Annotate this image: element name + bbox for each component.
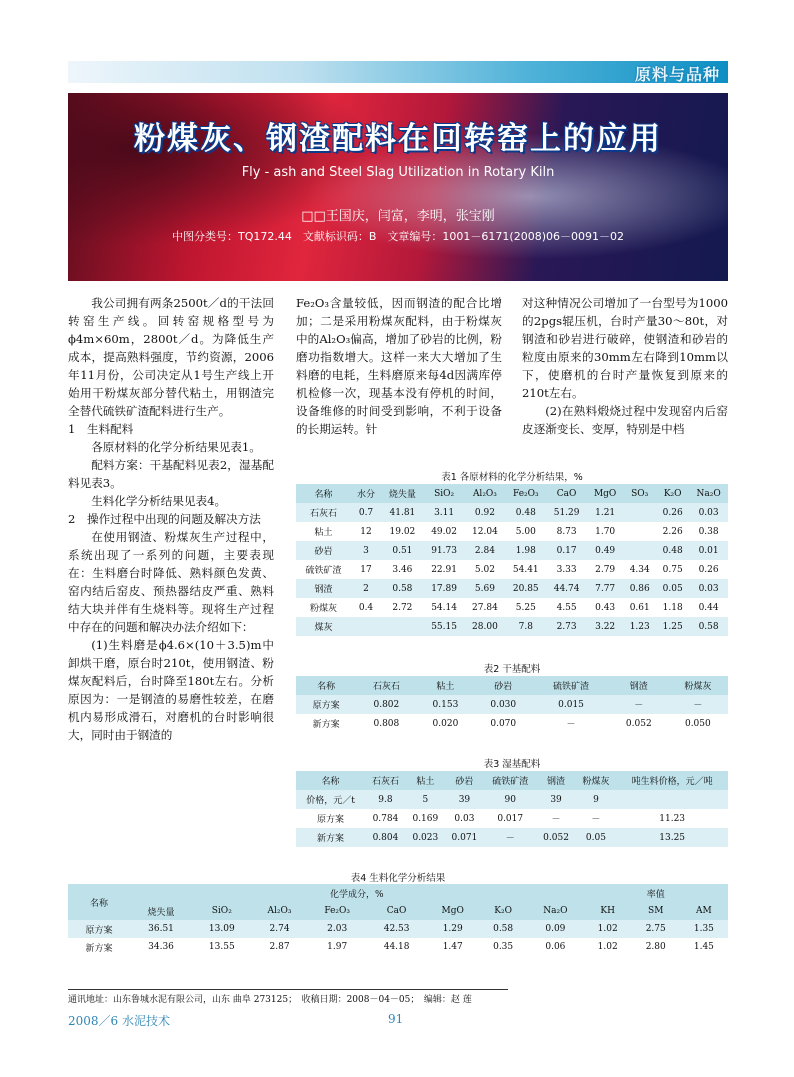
table-cell: 1.25 — [656, 617, 689, 636]
table-cell: 12 — [351, 522, 381, 541]
table-cell: 13.55 — [192, 938, 252, 956]
table-cell: 0.38 — [689, 522, 728, 541]
table-header-cell: AM — [680, 902, 728, 920]
section-heading: 1 生料配料 — [68, 422, 134, 436]
table-header-row — [296, 484, 728, 503]
table-cell: 7.77 — [587, 579, 623, 598]
table-cell: 41.81 — [381, 503, 424, 522]
table-header-cell: 名称 — [296, 771, 365, 790]
row-label-cell: 石灰石 — [296, 503, 351, 522]
table-cell: 0.01 — [689, 541, 728, 560]
table-cell: 3.22 — [587, 617, 623, 636]
table-cell: 36.51 — [130, 920, 192, 938]
paragraph: 对这种情况公司增加了一台型号为1000的2pgs辊压机，台时产量30～80t，对钢渣和砂岩进行破碎，使钢渣和砂岩的粒度由原来的30mm左右降到10mm以下，使磨机的台时产量恢复到原来的210t左右。 — [522, 296, 728, 400]
table-cell: 0.51 — [381, 541, 424, 560]
table-header-row — [296, 676, 728, 695]
table-cell: 3.46 — [381, 560, 424, 579]
table-header-cell: Na₂O — [527, 902, 583, 920]
table-cell: 3.11 — [424, 503, 465, 522]
section-heading: 2 操作过程中出现的问题及解决方法 — [68, 512, 261, 526]
text-column-1 — [68, 294, 274, 744]
table-cell: 0.05 — [656, 579, 689, 598]
table-header-cell: 砂岩 — [445, 771, 484, 790]
table-header-cell: 硫铁矿渣 — [532, 676, 610, 695]
article-title: 粉煤灰、钢渣配料在回转窑上的应用 — [134, 121, 662, 157]
table-cell: 19.02 — [381, 522, 424, 541]
table-cell: 0.58 — [381, 579, 424, 598]
table-header-cell: Al₂O₃ — [252, 902, 308, 920]
table-header-cell: 砂岩 — [474, 676, 532, 695]
table-row — [296, 617, 728, 636]
table-cell: 0.7 — [351, 503, 381, 522]
row-label-cell: 新方案 — [296, 714, 356, 733]
row-label-cell: 新方案 — [68, 938, 130, 956]
table-row — [296, 695, 728, 714]
table-cell: 2.79 — [587, 560, 623, 579]
article-subtitle-en: Fly - ash and Steel Slag Utilization in Rotary Kiln — [241, 165, 555, 180]
table-header-cell: CaO — [546, 484, 587, 503]
table-cell: 0.35 — [479, 938, 527, 956]
table-cell: 55.15 — [424, 617, 465, 636]
table-header-cell: 钢渣 — [610, 676, 668, 695]
table-cell: － — [610, 695, 668, 714]
table-cell: 54.14 — [424, 598, 465, 617]
table-header-cell: 粉煤灰 — [576, 771, 617, 790]
table-cell: 2.75 — [632, 920, 680, 938]
table-cell — [623, 503, 656, 522]
table-cell: 12.04 — [465, 522, 506, 541]
table-cell: － — [532, 714, 610, 733]
table-cell: 4.55 — [546, 598, 587, 617]
row-label-cell: 原方案 — [296, 809, 365, 828]
table-cell: 22.91 — [424, 560, 465, 579]
table-cell: 1.02 — [584, 938, 632, 956]
text-column-2 — [296, 294, 502, 438]
footnote-rule — [68, 989, 508, 990]
table-cell — [381, 617, 424, 636]
table-group-header: 率值 — [584, 884, 728, 902]
table-cell: 0.17 — [546, 541, 587, 560]
table-cell: 2.80 — [632, 938, 680, 956]
table-cell: 39 — [445, 790, 484, 809]
section-tag: 原料与品种 — [634, 65, 720, 84]
table3-caption: 表3 湿基配料 — [483, 759, 541, 770]
table-cell: 0.017 — [484, 809, 537, 828]
table-cell: 27.84 — [465, 598, 506, 617]
table-header-cell: SiO₂ — [192, 902, 252, 920]
row-label-cell: 粘土 — [296, 522, 351, 541]
paragraph: 生料化学分析结果见表4。 — [91, 494, 227, 508]
table-row — [296, 560, 728, 579]
table-row — [68, 938, 728, 956]
table-cell: 0.26 — [689, 560, 728, 579]
table-cell: 1.97 — [308, 938, 367, 956]
table-cell: 0.015 — [532, 695, 610, 714]
table-row — [296, 809, 728, 828]
paragraph: 各原材料的化学分析结果见表1。 — [91, 440, 261, 454]
row-label-cell: 钢渣 — [296, 579, 351, 598]
row-label-cell: 砂岩 — [296, 541, 351, 560]
table1 — [296, 484, 728, 636]
table-cell: 2.84 — [465, 541, 506, 560]
table1-caption: 表1 各原材料的化学分析结果，% — [441, 472, 583, 483]
table-cell: － — [668, 695, 728, 714]
table-cell: 90 — [484, 790, 537, 809]
table-header-row — [68, 902, 728, 920]
table-group-header: 化学成分，% — [130, 884, 584, 902]
row-label-cell: 新方案 — [296, 828, 365, 847]
table-cell: 2.73 — [546, 617, 587, 636]
table-cell: 0.48 — [505, 503, 546, 522]
table-cell: 0.808 — [356, 714, 416, 733]
table-cell: 0.03 — [689, 579, 728, 598]
table-cell: 13.25 — [616, 828, 728, 847]
table-header-cell: MgO — [426, 902, 479, 920]
table-cell: 5 — [406, 790, 445, 809]
table-header-cell: KH — [584, 902, 632, 920]
table-cell: 5.00 — [505, 522, 546, 541]
table-row — [296, 714, 728, 733]
table-cell: 0.023 — [406, 828, 445, 847]
table-cell: 0.030 — [474, 695, 532, 714]
table-cell — [351, 617, 381, 636]
page-number: 91 — [388, 1012, 404, 1026]
table-cell: － — [576, 809, 617, 828]
table-cell: 1.47 — [426, 938, 479, 956]
table-cell: 0.169 — [406, 809, 445, 828]
table-row — [296, 503, 728, 522]
row-label-cell: 硫铁矿渣 — [296, 560, 351, 579]
table-header-cell: 石灰石 — [365, 771, 406, 790]
table-cell: 2.26 — [656, 522, 689, 541]
table-header-cell: SO₃ — [623, 484, 656, 503]
table-cell: 0.44 — [689, 598, 728, 617]
table-cell: 2.72 — [381, 598, 424, 617]
table-header-cell: Na₂O — [689, 484, 728, 503]
table2 — [296, 676, 728, 733]
table-cell: 44.18 — [367, 938, 427, 956]
table-cell: 0.4 — [351, 598, 381, 617]
table-row — [296, 790, 728, 809]
table-cell: 8.73 — [546, 522, 587, 541]
table-header-cell: 名称 — [68, 884, 130, 920]
table-cell: 4.34 — [623, 560, 656, 579]
paragraph: (1)生料磨是ϕ4.6×(10＋3.5)m中卸烘干磨，原台时210t，使用钢渣、粉煤灰配料后，台时降至180t左右。分析原因为：一是钢渣的易磨性较差，在磨机内易形成滑石，对磨机的台时影响很大，同时由于钢渣的 — [68, 638, 274, 742]
table-cell: 0.09 — [527, 920, 583, 938]
table-cell: 7.8 — [505, 617, 546, 636]
table-cell: 44.74 — [546, 579, 587, 598]
table-cell: 0.43 — [587, 598, 623, 617]
table-header-cell: Fe₂O₃ — [308, 902, 367, 920]
table-cell: 1.29 — [426, 920, 479, 938]
table-cell: 0.92 — [465, 503, 506, 522]
table-row — [296, 598, 728, 617]
table-cell: 17 — [351, 560, 381, 579]
article-authors: □□王国庆，闫富，李明，张宝刚 — [301, 209, 495, 224]
table-cell: 11.23 — [616, 809, 728, 828]
row-label-cell: 粉煤灰 — [296, 598, 351, 617]
table-cell: 1.35 — [680, 920, 728, 938]
table-header-cell: 烧失量 — [130, 902, 192, 920]
table-cell: 0.86 — [623, 579, 656, 598]
table-cell: 1.98 — [505, 541, 546, 560]
table-row — [296, 828, 728, 847]
table-header-cell: 吨生料价格，元／吨 — [616, 771, 728, 790]
table3 — [296, 771, 728, 847]
table-cell: 9.8 — [365, 790, 406, 809]
row-label-cell: 原方案 — [296, 695, 356, 714]
table-cell: 0.802 — [356, 695, 416, 714]
table-cell: 1.23 — [623, 617, 656, 636]
table-cell: 9 — [576, 790, 617, 809]
table-cell: 0.070 — [474, 714, 532, 733]
table-cell: 17.89 — [424, 579, 465, 598]
table-header-cell: CaO — [367, 902, 427, 920]
table-header-cell: 石灰石 — [356, 676, 416, 695]
table-cell: － — [537, 809, 576, 828]
table-cell — [623, 522, 656, 541]
table-cell: 0.03 — [445, 809, 484, 828]
table-cell: 0.58 — [689, 617, 728, 636]
row-label-cell: 价格，元／t — [296, 790, 365, 809]
table-cell: 49.02 — [424, 522, 465, 541]
table-header-row — [296, 771, 728, 790]
title-banner — [68, 93, 728, 281]
table-cell: 0.48 — [656, 541, 689, 560]
table-header-cell: 名称 — [296, 484, 351, 503]
table-row — [296, 541, 728, 560]
table-cell: 2.03 — [308, 920, 367, 938]
table-cell: 0.05 — [576, 828, 617, 847]
table-cell: 28.00 — [465, 617, 506, 636]
table-cell: 0.784 — [365, 809, 406, 828]
table-cell: 0.49 — [587, 541, 623, 560]
table-cell: 5.02 — [465, 560, 506, 579]
table-cell: 13.09 — [192, 920, 252, 938]
table-row — [296, 579, 728, 598]
table-cell: 2.87 — [252, 938, 308, 956]
table4 — [68, 884, 728, 956]
table4-caption: 表4 生料化学分析结果 — [350, 873, 446, 884]
table-cell: 0.75 — [656, 560, 689, 579]
table2-caption: 表2 干基配料 — [483, 664, 541, 675]
table-cell: 0.050 — [668, 714, 728, 733]
table-cell: 1.21 — [587, 503, 623, 522]
table-cell — [623, 541, 656, 560]
table-cell: 1.70 — [587, 522, 623, 541]
section-header-bar — [68, 61, 728, 83]
table-cell: 0.61 — [623, 598, 656, 617]
table-cell: 5.25 — [505, 598, 546, 617]
table-header-cell: Fe₂O₃ — [505, 484, 546, 503]
table-header-cell: MgO — [587, 484, 623, 503]
journal-footer: 2008／6 水泥技术 — [68, 1014, 170, 1028]
table-cell: 20.85 — [505, 579, 546, 598]
table-header-cell: Al₂O₃ — [465, 484, 506, 503]
table-cell: 2 — [351, 579, 381, 598]
table-cell: 0.020 — [417, 714, 475, 733]
table-row — [296, 522, 728, 541]
paragraph: 配料方案：干基配料见表2，湿基配料见表3。 — [68, 458, 274, 490]
table-header-row — [68, 884, 728, 902]
paragraph: 我公司拥有两条2500t／d的干法回转窑生产线。回转窑规格型号为ϕ4m×60m，2800t／d。为降低生产成本，提高熟料强度，节约资源，2006年11月份，公司决定从1号生产线上开始用干粉煤灰部分替代粘土，用钢渣完全替代硫铁矿渣配料进行生产。 — [68, 296, 274, 418]
table-cell — [616, 790, 728, 809]
table-header-cell: 粘土 — [417, 676, 475, 695]
table-cell: 0.03 — [689, 503, 728, 522]
paragraph: Fe₂O₃含量较低，因而钢渣的配合比增加；二是采用粉煤灰配料，由于粉煤灰中的Al₂O₃偏高，增加了砂岩的比例，粉磨功指数增大。这样一来大大增加了生料磨的电耗，生料磨原来每4d因满库停机检修一次，现基本没有停机的时间，设备维修的时间受到影响，不利于设备的长期运转。针 — [296, 296, 502, 436]
table-cell: 91.73 — [424, 541, 465, 560]
table-cell: 0.58 — [479, 920, 527, 938]
table-cell: 0.06 — [527, 938, 583, 956]
table-cell: 3 — [351, 541, 381, 560]
article-meta: 中图分类号：TQ172.44 文献标识码：B 文章编号：1001－6171(2008)06－0091－02 — [172, 230, 624, 243]
table-cell: 51.29 — [546, 503, 587, 522]
table-header-cell: 烧失量 — [381, 484, 424, 503]
table-cell: 39 — [537, 790, 576, 809]
row-label-cell: 原方案 — [68, 920, 130, 938]
table-cell: 1.45 — [680, 938, 728, 956]
table-header-cell: K₂O — [656, 484, 689, 503]
table-cell: 0.052 — [610, 714, 668, 733]
table-header-cell: SM — [632, 902, 680, 920]
table-cell: 1.02 — [584, 920, 632, 938]
table-header-cell: 水分 — [351, 484, 381, 503]
footnote: 通讯地址：山东鲁城水泥有限公司，山东 曲阜 273125； 收稿日期：2008－04－05； 编辑：赵 莲 — [68, 995, 472, 1005]
table-header-cell: 钢渣 — [537, 771, 576, 790]
table-cell: 0.071 — [445, 828, 484, 847]
paragraph: (2)在熟料煅烧过程中发现窑内后窑皮逐渐变长、变厚，特别是中档 — [522, 404, 728, 436]
table-cell: 54.41 — [505, 560, 546, 579]
table-cell: 34.36 — [130, 938, 192, 956]
table-cell: 0.052 — [537, 828, 576, 847]
table-row — [68, 920, 728, 938]
table-cell: 42.53 — [367, 920, 427, 938]
table-header-cell: SiO₂ — [424, 484, 465, 503]
paragraph: 在使用钢渣、粉煤灰生产过程中，系统出现了一系列的问题，主要表现在：生料磨台时降低、熟料颜色发黄、窑内结后窑皮、预热器结皮严重、熟料结大块并伴有生烧料等。现将生产过程中存在的问题和解决办法介绍如下： — [68, 530, 274, 634]
table-header-cell: 粉煤灰 — [668, 676, 728, 695]
table-cell: 2.74 — [252, 920, 308, 938]
table-header-cell: 粘土 — [406, 771, 445, 790]
table-cell: 0.153 — [417, 695, 475, 714]
table-header-cell: 硫铁矿渣 — [484, 771, 537, 790]
table-header-cell: 名称 — [296, 676, 356, 695]
table-cell: 0.804 — [365, 828, 406, 847]
table-header-cell: K₂O — [479, 902, 527, 920]
table-cell: 3.33 — [546, 560, 587, 579]
table-cell: 1.18 — [656, 598, 689, 617]
table-cell: － — [484, 828, 537, 847]
table-cell: 5.69 — [465, 579, 506, 598]
text-column-3 — [522, 294, 728, 438]
table-cell: 0.26 — [656, 503, 689, 522]
row-label-cell: 煤灰 — [296, 617, 351, 636]
